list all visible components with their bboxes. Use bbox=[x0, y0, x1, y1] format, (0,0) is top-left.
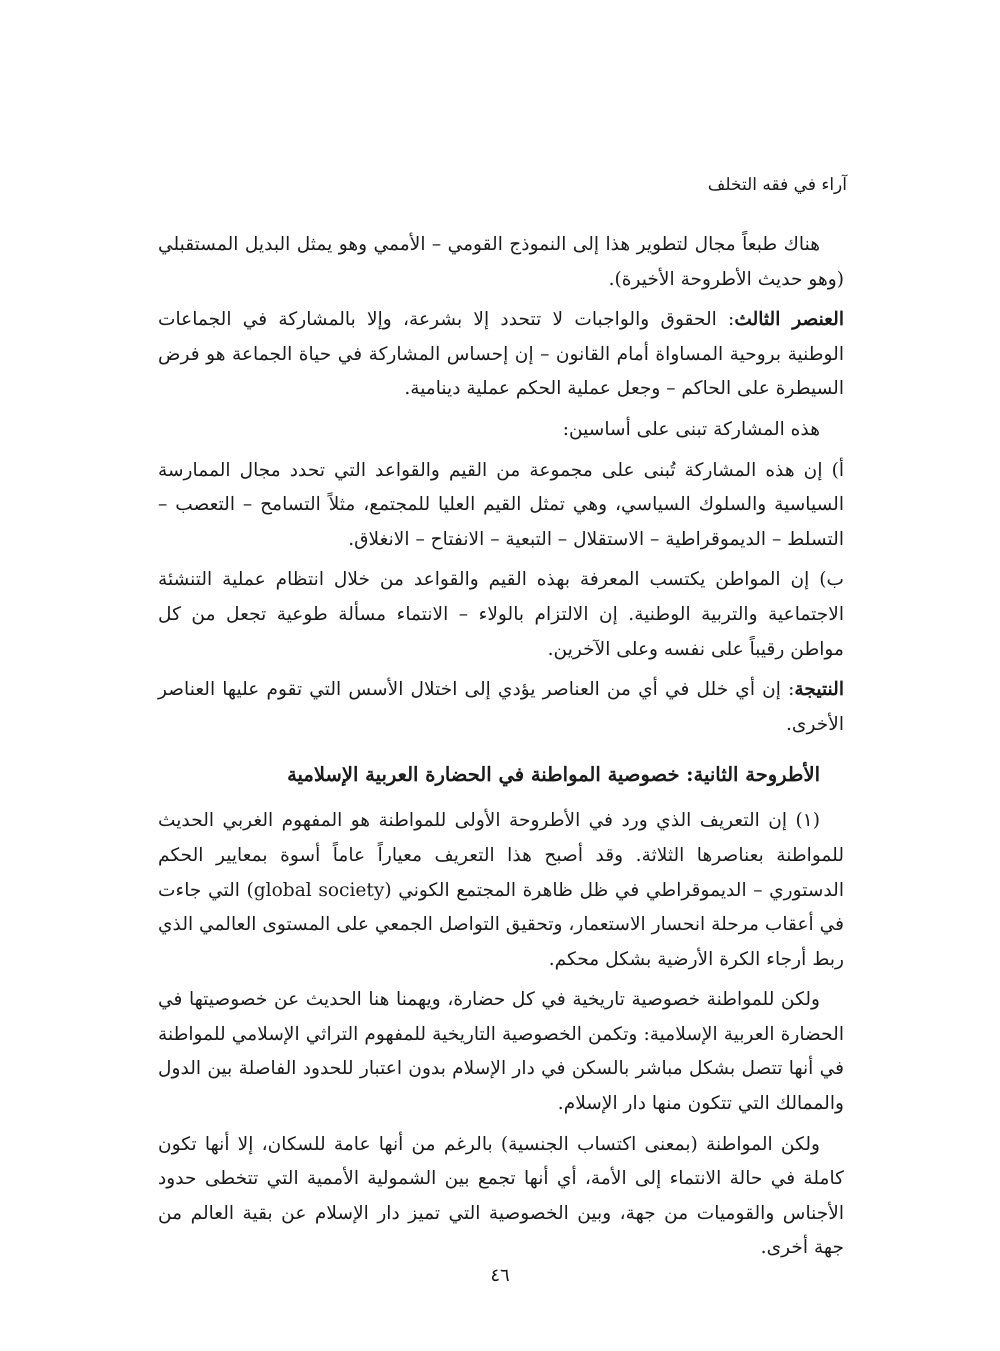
section-heading: الأطروحة الثانية: خصوصية المواطنة في الحضارة العربية الإسلامية bbox=[287, 763, 820, 787]
running-head: آراء في فقه التخلف bbox=[707, 175, 847, 195]
paragraph-7: (١) إن التعريف الذي ورد في الأطروحة الأولى للمواطنة هو المفهوم الغربي الحديث للمواطنة بعناصرها الثلاثة. وقد أصبح هذا التعريف معياراً عاماً أسوة بمعايير الحكم الدستوري – الديموقراطي في ظل ظاهرة المجتمع الكوني (global society) التي جاءت في أعقاب مرحلة انحسار الاستعمار، وتحقيق التواصل الجمعي على المستوى العالمي الذي ربط أرجاء الكرة الأرضية بشكل محكم. bbox=[158, 810, 844, 970]
paragraph-3: هذه المشاركة تبنى على أساسين: bbox=[562, 418, 820, 440]
paragraph-6 bbox=[158, 673, 844, 742]
paragraph-2-label: العنصر الثالث bbox=[734, 309, 844, 331]
paragraph-6-text: : إن أي خلل في أي من العناصر يؤدي إلى اختلال الأسس التي تقوم عليها العناصر الأخرى. bbox=[158, 679, 844, 735]
page-number: ٤٦ bbox=[490, 1265, 510, 1286]
paragraph-2 bbox=[158, 303, 844, 407]
paragraph-5: ب) إن المواطن يكتسب المعرفة بهذه القيم والقواعد من خلال انتظام عملية التنشئة الاجتماعية والتربية الوطنية. إن الالتزام بالولاء – الانتماء مسألة طوعية تجعل من كل مواطن رقيباً على نفسه وعلى الآخرين. bbox=[158, 569, 844, 660]
paragraph-2-text: : الحقوق والواجبات لا تتحدد إلا بشرعة، وإلا بالمشاركة في الجماعات الوطنية بروحية المساواة أمام القانون – إن إحساس المشاركة في حياة الجماعة هو فرض السيطرة على الحاكم – وجعل عملية الحكم عملية دينامية. bbox=[158, 309, 844, 400]
paragraph-9: ولكن المواطنة (بمعنى اكتساب الجنسية) بالرغم من أنها عامة للسكان، إلا أنها تكون كاملة في حالة الانتماء إلى الأمة، أي أنها تجمع بين الشمولية الأممية التي تتخطى حدود الأجناس والقوميات من جهة، وبين الخصوصية التي تميز دار الإسلام عن بقية العالم من جهة أخرى. bbox=[158, 1133, 844, 1259]
paragraph-6-label: النتيجة bbox=[794, 679, 844, 701]
paragraph-4: أ) إن هذه المشاركة تُبنى على مجموعة من القيم والقواعد التي تحدد مجال الممارسة السياسية والسلوك السياسي، وهي تمثل القيم العليا للمجتمع، مثلاً التسامح – التعصب – التسلط – الديموقراطية – الاستقلال – التبعية – الانفتاح – الانغلاق. bbox=[158, 459, 844, 550]
paragraph-1: هناك طبعاً مجال لتطوير هذا إلى النموذج القومي – الأممي وهو يمثل البديل المستقبلي (وهو حديث الأطروحة الأخيرة). bbox=[158, 234, 844, 290]
page-body bbox=[158, 228, 844, 1272]
paragraph-8: ولكن للمواطنة خصوصية تاريخية في كل حضارة، ويهمنا هنا الحديث عن خصوصيتها في الحضارة العربية الإسلامية: وتكمن الخصوصية التاريخية للمفهوم التراثي الإسلامي للمواطنة في أنها تتصل بشكل مباشر بالسكن في دار الإسلام بدون اعتبار للحدود الفاصلة بين الدول والممالك التي تتكون منها دار الإسلام. bbox=[158, 989, 844, 1115]
